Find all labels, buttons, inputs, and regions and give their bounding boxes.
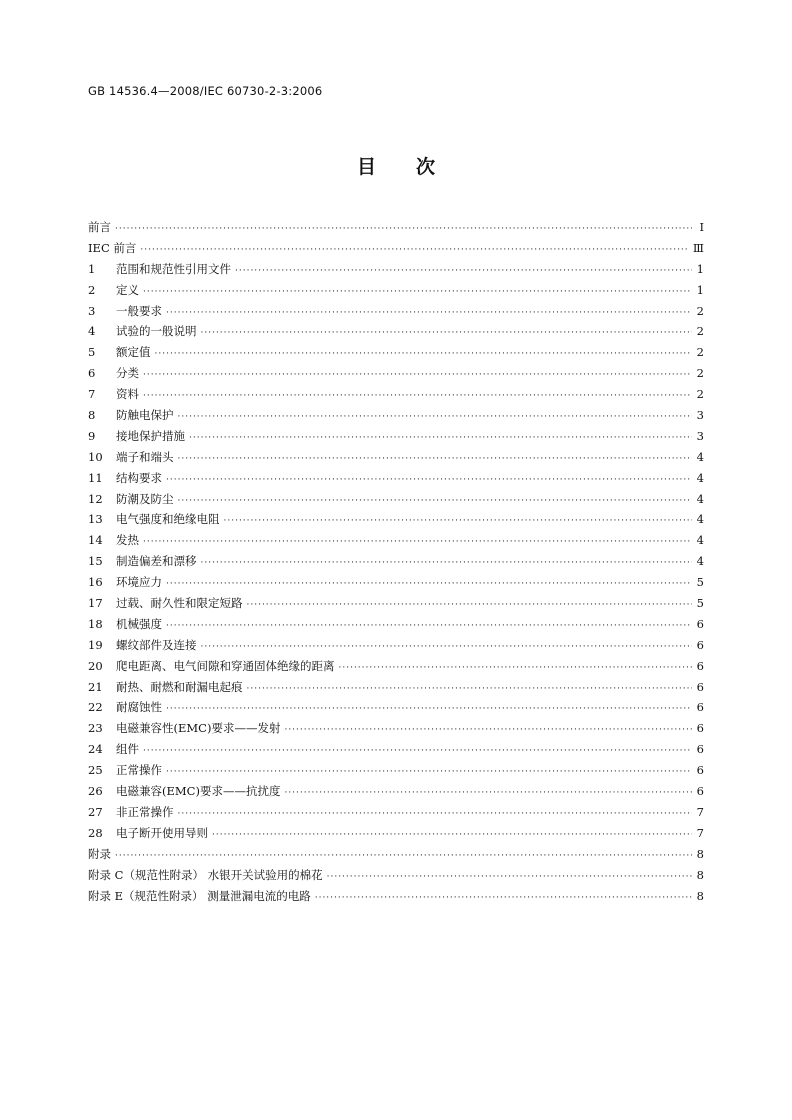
toc-entry[interactable] (88, 259, 704, 280)
toc-entry[interactable] (88, 551, 704, 572)
toc-dot-leader (247, 595, 693, 616)
toc-dot-leader (166, 470, 692, 491)
toc-entry-page: 4 (696, 554, 704, 569)
toc-title-char-2: 次 (416, 156, 436, 178)
toc-entry-page: 6 (696, 784, 704, 799)
toc-entry[interactable] (88, 238, 704, 259)
toc-dot-leader (189, 428, 692, 449)
toc-entry-label: 结构要求 (116, 470, 162, 485)
toc-entry-number: 10 (88, 449, 103, 464)
toc-entry-number: 2 (88, 282, 96, 297)
toc-entry-label: 一般要求 (116, 303, 162, 318)
toc-entry-number: 6 (88, 366, 96, 381)
toc-dot-leader (143, 532, 692, 553)
toc-entry-number: 5 (88, 345, 96, 360)
toc-entry-page: 8 (696, 846, 704, 861)
toc-entry-number: 17 (88, 596, 103, 611)
toc-entry-number: 9 (88, 428, 96, 443)
toc-entry[interactable] (88, 321, 704, 342)
toc-entry-page: 7 (696, 825, 704, 840)
table-of-contents (88, 217, 704, 906)
toc-entry-page: 5 (696, 575, 704, 590)
toc-entry-page: 8 (696, 888, 704, 903)
toc-entry-page: 3 (696, 428, 704, 443)
toc-entry-page: 2 (696, 387, 704, 402)
toc-entry[interactable] (88, 301, 704, 322)
toc-dot-leader (143, 365, 692, 386)
toc-dot-leader (166, 616, 692, 637)
toc-entry[interactable] (88, 447, 704, 468)
toc-entry-number: 21 (88, 679, 103, 694)
toc-entry-number: 23 (88, 721, 103, 736)
toc-entry-number: 16 (88, 575, 103, 590)
toc-entry-number: 15 (88, 554, 103, 569)
toc-dot-leader (143, 386, 692, 407)
toc-entry-page: 1 (696, 261, 704, 276)
toc-entry-label: 螺纹部件及连接 (116, 637, 197, 652)
toc-entry[interactable] (88, 426, 704, 447)
toc-dot-leader (143, 282, 692, 303)
toc-entry-label: 正常操作 (116, 763, 162, 778)
toc-dot-leader (166, 303, 692, 324)
toc-entry-page: 6 (696, 721, 704, 736)
toc-dot-leader (178, 449, 693, 470)
toc-entry-label: 机械强度 (116, 616, 162, 631)
toc-entry-page: Ⅰ (699, 220, 704, 234)
toc-dot-leader (235, 261, 692, 282)
toc-entry-label: 电子断开使用导则 (116, 825, 208, 840)
toc-entry-page: 6 (696, 616, 704, 631)
toc-entry-label: 爬电距离、电气间隙和穿通固体绝缘的距离 (116, 658, 335, 673)
toc-entry-label: 分类 (116, 366, 139, 381)
toc-entry-label: 端子和端头 (116, 449, 174, 464)
toc-entry-page: 4 (696, 449, 704, 464)
toc-entry[interactable] (88, 593, 704, 614)
toc-entry-page: 7 (696, 804, 704, 819)
toc-entry-label: 附录 C（规范性附录） 水银开关试验用的棉花 (88, 867, 323, 882)
toc-entry[interactable] (88, 844, 704, 865)
toc-dot-leader (166, 699, 692, 720)
toc-entry-page: 2 (696, 345, 704, 360)
toc-dot-leader (115, 846, 692, 867)
toc-dot-leader (115, 219, 692, 240)
toc-entry[interactable] (88, 781, 704, 802)
toc-entry-page: 4 (696, 512, 704, 527)
toc-entry[interactable] (88, 656, 704, 677)
toc-entry-label: 环境应力 (116, 575, 162, 590)
toc-entry[interactable] (88, 384, 704, 405)
toc-entry-label: 防触电保护 (116, 408, 174, 423)
toc-entry-page: 6 (696, 742, 704, 757)
toc-entry-label: 非正常操作 (116, 804, 174, 819)
toc-entry-page: 4 (696, 491, 704, 506)
toc-entry-number: 12 (88, 491, 103, 506)
toc-entry-page: Ⅲ (692, 240, 704, 255)
toc-title (0, 152, 792, 179)
toc-entry-page: 2 (696, 366, 704, 381)
toc-dot-leader (178, 804, 693, 825)
toc-entry-number: 19 (88, 637, 103, 652)
toc-entry[interactable] (88, 677, 704, 698)
toc-entry-page: 6 (696, 700, 704, 715)
toc-entry[interactable] (88, 739, 704, 760)
toc-entry-page: 2 (696, 324, 704, 339)
toc-entry[interactable] (88, 509, 704, 530)
toc-entry-number: 13 (88, 512, 103, 527)
toc-entry[interactable] (88, 614, 704, 635)
toc-entry[interactable] (88, 342, 704, 363)
toc-entry-number: 25 (88, 763, 103, 778)
toc-entry-number: 27 (88, 804, 103, 819)
toc-entry[interactable] (88, 635, 704, 656)
toc-entry-number: 28 (88, 825, 103, 840)
toc-dot-leader (143, 741, 692, 762)
toc-entry-label: 试验的一般说明 (116, 324, 197, 339)
toc-entry-page: 3 (696, 408, 704, 423)
toc-entry[interactable] (88, 697, 704, 718)
toc-dot-leader (247, 679, 693, 700)
toc-entry[interactable] (88, 886, 704, 907)
toc-entry-number: 20 (88, 658, 103, 673)
toc-entry-page: 6 (696, 658, 704, 673)
toc-dot-leader (284, 783, 692, 804)
toc-dot-leader (327, 867, 692, 888)
toc-entry-label: 接地保护措施 (116, 428, 185, 443)
toc-entry-number: 3 (88, 303, 96, 318)
toc-entry[interactable] (88, 468, 704, 489)
toc-dot-leader (201, 637, 693, 658)
toc-dot-leader (315, 888, 692, 909)
toc-dot-leader (166, 574, 692, 595)
toc-entry-number: 18 (88, 616, 103, 631)
toc-entry-label: 附录 E（规范性附录） 测量泄漏电流的电路 (88, 888, 311, 903)
toc-dot-leader (178, 491, 693, 512)
toc-entry-number: 14 (88, 533, 103, 548)
toc-entry[interactable] (88, 572, 704, 593)
toc-entry-number: 4 (88, 324, 96, 339)
toc-entry-number: 1 (88, 261, 96, 276)
toc-entry-label: IEC 前言 (88, 240, 137, 255)
toc-entry-label: 定义 (116, 282, 139, 297)
toc-entry-label: 制造偏差和漂移 (116, 554, 197, 569)
toc-entry-page: 2 (696, 303, 704, 318)
toc-dot-leader (140, 240, 689, 261)
toc-dot-leader (224, 511, 693, 532)
toc-entry-number: 7 (88, 387, 96, 402)
toc-entry-page: 6 (696, 763, 704, 778)
toc-entry[interactable] (88, 530, 704, 551)
toc-entry[interactable] (88, 802, 704, 823)
toc-dot-leader (339, 658, 693, 679)
toc-entry[interactable] (88, 363, 704, 384)
toc-entry[interactable] (88, 280, 704, 301)
toc-entry[interactable] (88, 823, 704, 844)
toc-entry-label: 额定值 (116, 345, 151, 360)
toc-dot-leader (178, 407, 693, 428)
toc-entry-page: 4 (696, 533, 704, 548)
toc-entry-label: 电气强度和绝缘电阻 (116, 512, 220, 527)
toc-entry[interactable] (88, 405, 704, 426)
toc-entry-label: 耐腐蚀性 (116, 700, 162, 715)
toc-dot-leader (284, 720, 692, 741)
toc-entry-label: 发热 (116, 533, 139, 548)
toc-entry-label: 范围和规范性引用文件 (116, 261, 231, 276)
toc-entry[interactable] (88, 865, 704, 886)
toc-entry-label: 过载、耐久性和限定短路 (116, 596, 243, 611)
toc-entry[interactable] (88, 489, 704, 510)
toc-entry-label: 耐热、耐燃和耐漏电起痕 (116, 679, 243, 694)
toc-entry-page: 1 (696, 282, 704, 297)
toc-title-char-1: 目 (356, 156, 376, 178)
toc-entry-label: 前言 (88, 220, 111, 234)
toc-entry-number: 26 (88, 784, 103, 799)
toc-dot-leader (212, 825, 692, 846)
toc-dot-leader (166, 762, 692, 783)
toc-entry-label: 电磁兼容性(EMC)要求——发射 (116, 721, 281, 736)
toc-entry-page: 8 (696, 867, 704, 882)
toc-entry-number: 8 (88, 408, 96, 423)
toc-entry-label: 资料 (116, 387, 139, 402)
toc-entry-label: 防潮及防尘 (116, 491, 174, 506)
toc-entry-page: 6 (696, 679, 704, 694)
toc-entry-number: 22 (88, 700, 103, 715)
toc-entry-page: 6 (696, 637, 704, 652)
toc-entry[interactable] (88, 718, 704, 739)
toc-entry-page: 5 (696, 596, 704, 611)
toc-dot-leader (155, 344, 693, 365)
toc-dot-leader (201, 323, 693, 344)
toc-entry-label: 组件 (116, 742, 139, 757)
toc-entry-label: 附录 (88, 846, 111, 861)
toc-dot-leader (201, 553, 693, 574)
toc-entry-label: 电磁兼容(EMC)要求——抗扰度 (116, 784, 281, 799)
document-header-code: GB 14536.4—2008/IEC 60730-2-3:2006 (88, 84, 323, 98)
toc-entry-page: 4 (696, 470, 704, 485)
toc-entry[interactable] (88, 217, 704, 238)
toc-entry[interactable] (88, 760, 704, 781)
toc-entry-number: 11 (88, 470, 103, 485)
toc-entry-number: 24 (88, 742, 103, 757)
